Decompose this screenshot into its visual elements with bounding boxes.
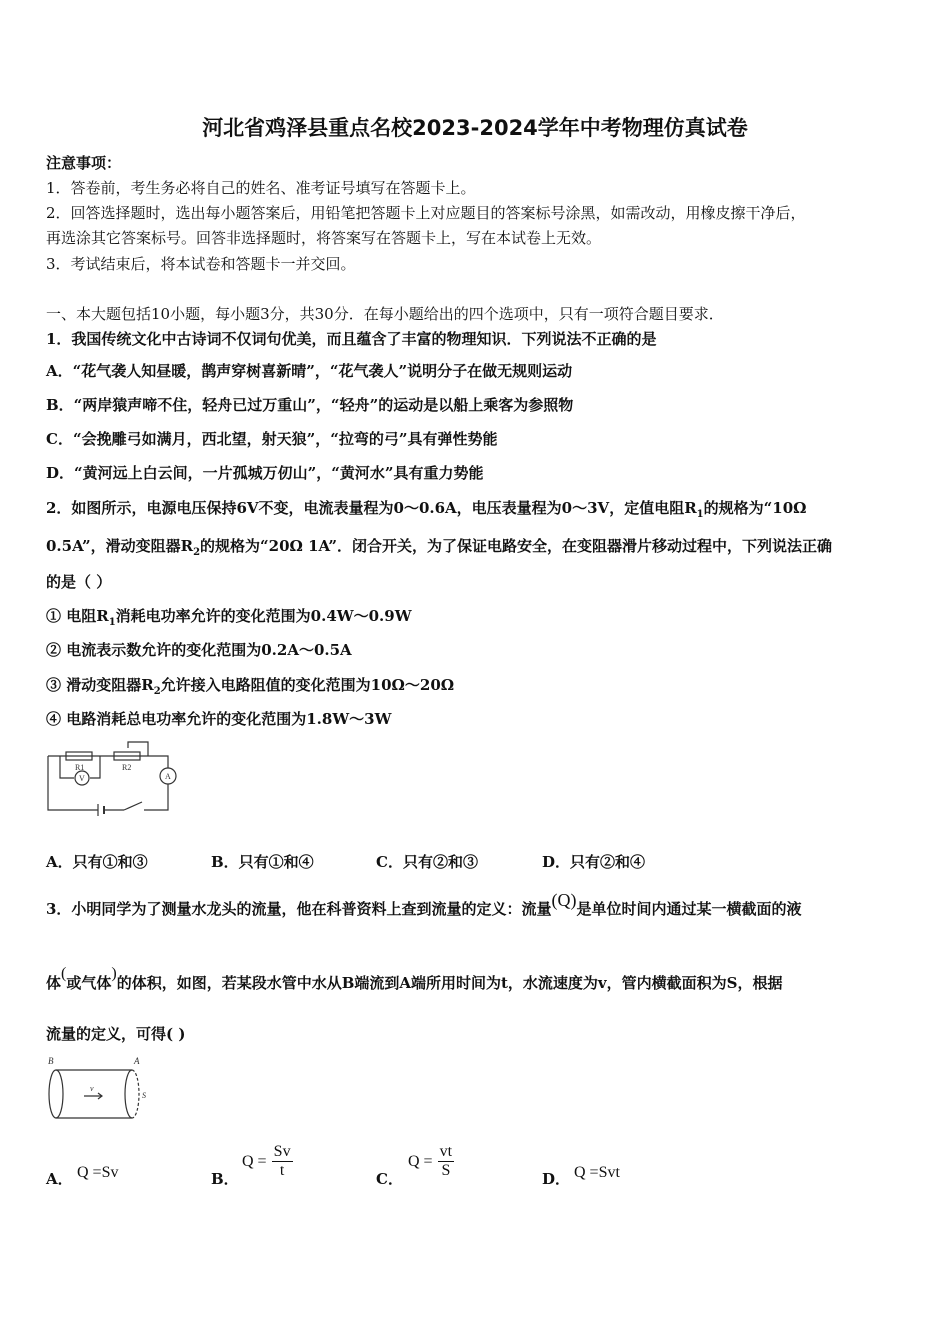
notice-item: 2．回答选择题时，选出每小题答案后，用铅笔把答题卡上对应题目的答案标号涂黑，如需改动，用橡皮擦干净后， (46, 204, 806, 222)
q3-line2: 体(或气体)的体积，如图，若某段水管中水从B端流到A端所用时间为t，水流速度为v，管内横截面积为S，根据 (46, 965, 783, 992)
q2-statement-2: ② 电流表示数允许的变化范围为0.2A～0.5A (46, 641, 352, 659)
velocity-label: v (90, 1084, 94, 1093)
q3-line3: 流量的定义，可得( ) (46, 1025, 186, 1043)
q2-statement-3: ③ 滑动变阻器$R_2$允许接入电路阻值的变化范围为10Ω～20Ω (46, 676, 455, 697)
q2-statement-1: ① 电阻$R_1$消耗电功率允许的变化范围为0.4W～0.9W (46, 607, 412, 628)
notice-item: 1．答卷前，考生务必将自己的姓名、准考证号填写在答题卡上。 (46, 179, 476, 197)
q2-line3: 的是（ ） (46, 573, 112, 591)
q3-option-c-expr: Q = $\frac{vt}{S}$ (408, 1143, 453, 1179)
q3-option-a-expr: Q =Sv (77, 1164, 119, 1181)
q2-option-b: B．只有①和④ (211, 853, 314, 871)
fraction: $\frac{Sv}{t}$ (273, 1143, 291, 1179)
q3-option-d-expr: Q =Svt (574, 1164, 620, 1181)
q1-option-a: A．“花气袭人知昼暖，鹊声穿树喜新晴”，“花气袭人”说明分子在做无规则运动 (46, 362, 573, 380)
q3-option-a: A． (46, 1170, 73, 1188)
q3-option-d: D． (542, 1170, 571, 1188)
q3-pipe-diagram (44, 1056, 159, 1126)
q3-line1: 3．小明同学为了测量水龙头的流量，他在科普资料上查到流量的定义：流量(Q)是单位时间内通过某一横截面的液 (46, 890, 802, 918)
q1-option-c: C．“会挽雕弓如满月，西北望，射天狼”，“拉弯的弓”具有弹性势能 (46, 430, 498, 448)
q2-option-d: D．只有②和④ (542, 853, 646, 871)
q2-option-c: C．只有②和③ (376, 853, 478, 871)
area-label: S (142, 1091, 146, 1100)
q2-option-a: A．只有①和③ (46, 853, 148, 871)
fraction: $\frac{vt}{S}$ (439, 1143, 453, 1179)
pipe-end-a-label: A (134, 1056, 140, 1066)
q1-option-b: B．“两岸猿声啼不住，轻舟已过万重山”，“轻舟”的运动是以船上乘客为参照物 (46, 396, 574, 414)
q1-stem: 1．我国传统文化中古诗词不仅词句优美，而且蕴含了丰富的物理知识．下列说法不正确的是 (46, 330, 657, 348)
notice-heading: 注意事项： (46, 154, 122, 172)
notice-item: 再选涂其它答案标号。回答非选择题时，将答案写在答题卡上，写在本试卷上无效。 (46, 229, 602, 247)
q3-option-b-expr: Q = $\frac{Sv}{t}$ (242, 1143, 291, 1179)
section-heading: 一、本大题包括10小题，每小题3分，共30分．在每小题给出的四个选项中，只有一项符合题目要求． (46, 305, 724, 323)
q2-statement-4: ④ 电路消耗总电功率允许的变化范围为1.8W～3W (46, 710, 392, 728)
q3-option-c: C． (376, 1170, 403, 1188)
q2-line1: 2．如图所示，电源电压保持6V不变，电流表量程为0～0.6A，电压表量程为0～3V，定值电阻$R_1$的规格为“10Ω (46, 499, 807, 520)
ammeter-label: A (165, 772, 171, 781)
q1-option-d: D．“黄河远上白云间，一片孤城万仞山”，“黄河水”具有重力势能 (46, 464, 484, 482)
pipe-end-b-label: B (48, 1056, 54, 1066)
page-title: 河北省鸡泽县重点名校2023-2024学年中考物理仿真试卷 (202, 116, 748, 140)
r2-label: R2 (122, 763, 132, 772)
voltmeter-label: V (79, 774, 85, 783)
r1-label: R1 (75, 763, 85, 772)
notice-item: 3．考试结束后，将本试卷和答题卡一并交回。 (46, 255, 356, 273)
q2-circuit-diagram (44, 740, 184, 820)
q2-line2: 0.5A”，滑动变阻器$R_2$的规格为“20Ω 1A”．闭合开关，为了保证电路安全，在变阻器滑片移动过程中，下列说法正确 (46, 537, 833, 558)
q3-option-b: B． (211, 1170, 239, 1188)
